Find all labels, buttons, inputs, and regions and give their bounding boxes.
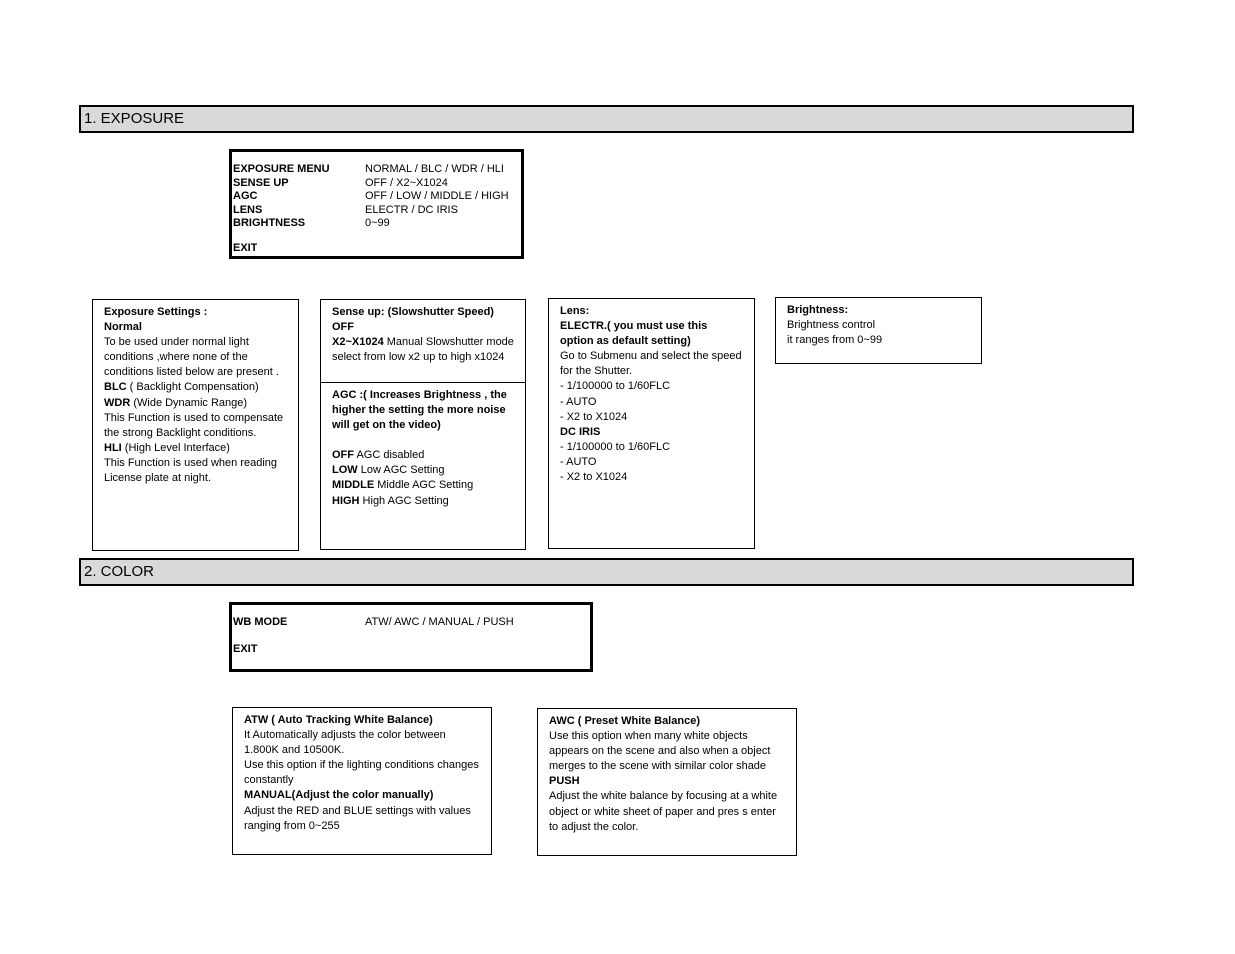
normal-label: Normal (104, 321, 142, 334)
menu-key: LENS (233, 203, 263, 216)
senseup-section (332, 305, 517, 365)
menu-value: OFF / X2~X1024 (365, 176, 448, 189)
menu-row-exit (233, 643, 257, 657)
brightness-line1: Brightness control (787, 319, 876, 332)
menu-value: OFF / LOW / MIDDLE / HIGH (365, 190, 509, 202)
agc-section (332, 388, 517, 509)
menu-key: WB MODE (233, 616, 288, 628)
senseup-x-desc: Manual Slowshutter mode select from low x2 up to high x1024 (332, 336, 514, 364)
brightness-title: Brightness: (787, 304, 849, 316)
hli-desc: (High Level Interface) (121, 441, 230, 454)
section-title-color: 2. COLOR (84, 563, 155, 580)
awc-box (537, 708, 797, 856)
brightness-box (775, 297, 982, 364)
wdr-desc: (Wide Dynamic Range) (130, 396, 248, 409)
agc-low-label: LOW (332, 464, 358, 477)
agc-off-label: OFF (332, 449, 354, 462)
section-header-color (79, 558, 1134, 586)
agc-middle-desc: Middle AGC Setting (374, 479, 474, 492)
wdr-label: WDR (104, 396, 131, 409)
menu-key: EXPOSURE MENU (233, 163, 330, 175)
menu-value: ATW/ AWC / MANUAL / PUSH (365, 616, 514, 628)
menu-key: BRIGHTNESS (233, 217, 306, 229)
agc-low-desc: Low AGC Setting (357, 464, 445, 477)
senseup-agc-box (320, 299, 526, 550)
agc-middle-label: MIDDLE (332, 479, 375, 492)
lens-dciris-label: DC IRIS (560, 425, 601, 438)
menu-row-exposure (233, 163, 504, 177)
menu-row-brightness (233, 217, 390, 231)
agc-title: AGC :( Increases Brightness , the higher the setting the more noise will get on the video) (332, 389, 507, 432)
push-desc: Adjust the white balance by focusing at a white object or white sheet of paper and pres s enter to adjust the color. (549, 790, 778, 833)
lens-dciris-item: - 1/100000 to 1/60FLC (560, 440, 671, 453)
agc-middle-line (332, 478, 517, 493)
lens-electr-item: - X2 to X1024 (560, 410, 628, 423)
brightness-line2: it ranges from 0~99 (787, 334, 883, 347)
menu-value: NORMAL / BLC / WDR / HLI (365, 163, 504, 175)
senseup-x-label: X2~X1024 (332, 336, 384, 349)
wdr-line (104, 396, 287, 411)
lens-electr-desc: Go to Submenu and select the speed for the Shutter. (560, 350, 742, 378)
agc-low-line (332, 463, 517, 478)
menu-key: AGC (233, 190, 258, 202)
agc-high-line (332, 494, 517, 509)
senseup-x-line (332, 335, 517, 365)
awc-desc: Use this option when many white objects appears on the scene and also when a object merges to the scene with similar color shade (549, 730, 771, 773)
manual-label: MANUAL(Adjust the color manually) (244, 789, 434, 802)
agc-high-label: HIGH (332, 494, 360, 507)
hli-note: This Function is used when reading License plate at night. (104, 456, 278, 485)
lens-title: Lens: (560, 305, 590, 317)
agc-high-desc: High AGC Setting (359, 494, 449, 507)
normal-desc: To be used under normal light conditions ,where none of the conditions listed below are present . (104, 336, 279, 379)
senseup-off: OFF (332, 321, 354, 334)
menu-value: 0~99 (365, 217, 390, 229)
menu-exit: EXIT (233, 643, 258, 655)
push-label: PUSH (549, 775, 580, 788)
menu-row-exit (233, 242, 257, 251)
exposure-menu-panel (229, 149, 524, 259)
menu-row-wb-mode (233, 616, 514, 630)
exposure-settings-box (92, 299, 299, 551)
atw-box (232, 707, 492, 855)
color-menu-panel (229, 602, 593, 672)
atw-desc1: It Automatically adjusts the color between 1.800K and 10500K. (244, 729, 446, 757)
menu-row-lens (233, 203, 458, 218)
blc-line (104, 380, 287, 395)
senseup-title: Sense up: (Slowshutter Speed) (332, 306, 494, 318)
lens-electr-item: - AUTO (560, 395, 597, 408)
lens-box (548, 298, 755, 549)
menu-row-sense-up (233, 176, 448, 191)
awc-title: AWC ( Preset White Balance) (549, 715, 700, 727)
blc-label: BLC (104, 381, 127, 394)
divider (321, 382, 525, 383)
hli-line (104, 441, 287, 456)
lens-dciris-item: - AUTO (560, 455, 597, 468)
hli-label: HLI (104, 441, 122, 454)
agc-off-line (332, 448, 517, 463)
section-header-exposure (79, 105, 1134, 133)
menu-value: ELECTR / DC IRIS (365, 203, 458, 216)
blc-desc: ( Backlight Compensation) (126, 381, 259, 394)
menu-key: SENSE UP (233, 176, 289, 189)
section-title-exposure: 1. EXPOSURE (84, 110, 185, 127)
box-title: Exposure Settings : (104, 306, 208, 318)
atw-title: ATW ( Auto Tracking White Balance) (244, 714, 433, 726)
lens-electr-item: - 1/100000 to 1/60FLC (560, 380, 671, 393)
menu-row-agc (233, 190, 509, 204)
lens-electr-label: ELECTR.( you must use this option as default setting) (560, 320, 708, 348)
agc-off-desc: AGC disabled (354, 449, 425, 462)
menu-exit: EXIT (233, 242, 258, 251)
wdr-note: This Function is used to compensate the strong Backlight conditions. (104, 411, 284, 439)
atw-desc2: Use this option if the lighting conditions changes constantly (244, 759, 479, 787)
manual-desc: Adjust the RED and BLUE settings with values ranging from 0~255 (244, 804, 471, 832)
lens-dciris-item: - X2 to X1024 (560, 471, 628, 484)
